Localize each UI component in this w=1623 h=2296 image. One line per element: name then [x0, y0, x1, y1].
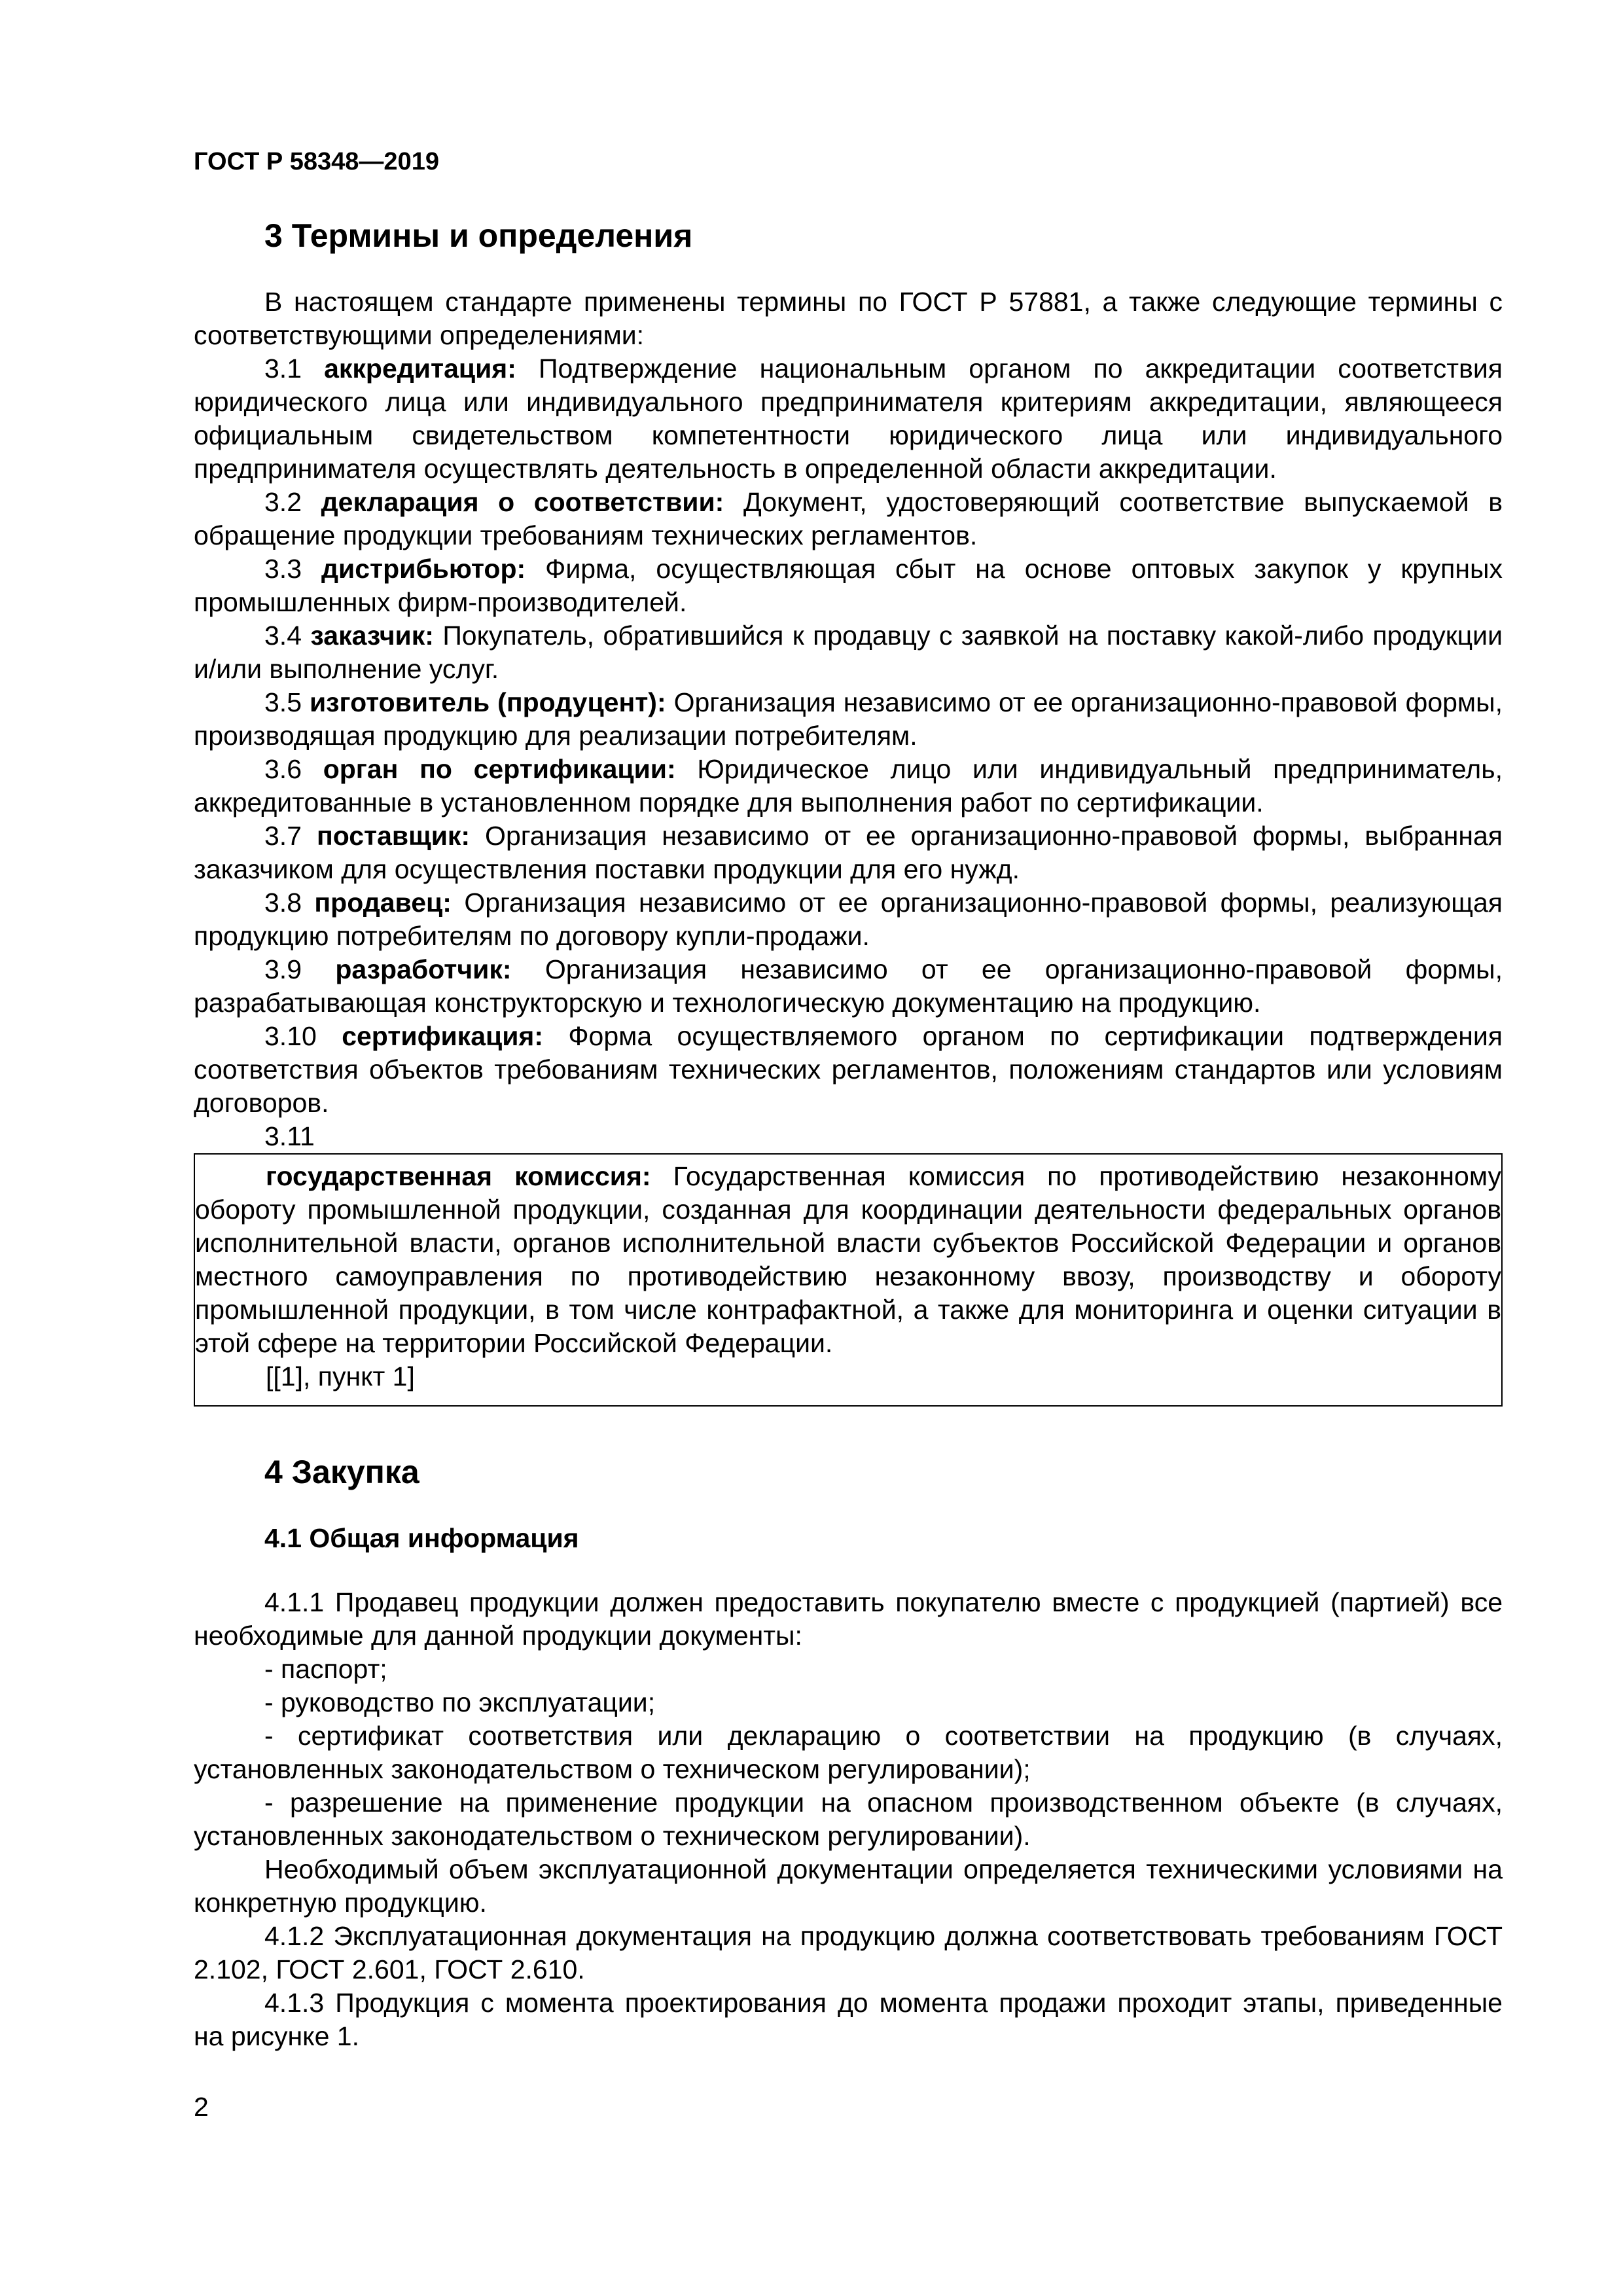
term-definition: Организация независимо от ее организационно-правовой формы, разрабатывающая конструкторскую и технологическую документацию на продукцию. — [194, 954, 1503, 1018]
term-number: 3.7 — [264, 821, 302, 851]
list-item-passport: - паспорт; — [264, 1654, 387, 1684]
term-name: разработчик: — [335, 954, 512, 984]
section-3-intro: В настоящем стандарте применены термины по ГОСТ Р 57881, а также следующие термины с соответствующими определениями: — [194, 287, 1503, 350]
term-3-11-source: [[1], пункт 1] — [266, 1361, 415, 1391]
term-3-11-number: 3.11 — [264, 1121, 315, 1151]
term-name: дистрибьютор: — [321, 554, 526, 584]
term-definition: Документ, удостоверяющий соответствие выпускаемой в обращение продукции требованиям технических регламентов. — [194, 487, 1503, 550]
term-definition: Покупатель, обратившийся к продавцу с заявкой на поставку какой-либо продукции и/или выполнение услуг. — [194, 620, 1503, 684]
paragraph-4-1-2: 4.1.2 Эксплуатационная документация на продукцию должна соответствовать требованиям ГОСТ 2.102, ГОСТ 2.601, ГОСТ 2.610. — [194, 1921, 1503, 1984]
document-code-header: ГОСТ Р 58348—2019 — [194, 148, 439, 175]
paragraph-doc-volume: Необходимый объем эксплуатационной документации определяется техническими условиями на конкретную продукцию. — [194, 1854, 1503, 1918]
list-item-manual: - руководство по эксплуатации; — [264, 1687, 656, 1717]
term-name: орган по сертификации: — [323, 754, 676, 784]
term-number: 3.2 — [264, 487, 302, 517]
term-3-2 — [194, 486, 1503, 552]
term-3-6 — [194, 753, 1503, 819]
term-definition: Государственная комиссия по противодействию незаконному обороту промышленной продукции, созданная для координации деятельности федеральных органов исполнительной власти, органов исполнительной власти субъектов Российской Федерации и органов местного самоуправления по противодействию незаконному ввозу, производству и обороту промышленной продукции, в том числе контрафактной, а также для мониторинга и оценки ситуации в этой сфере на территории Российской Федерации. — [195, 1161, 1501, 1358]
term-definition: Организация независимо от ее организационно-правовой формы, реализующая продукцию потребителям по договору купли-продажи. — [194, 888, 1503, 951]
term-3-4 — [194, 619, 1503, 686]
term-name: заказчик: — [310, 620, 434, 651]
term-name: декларация о соответствии: — [321, 487, 724, 517]
term-number: 3.4 — [264, 620, 302, 651]
term-3-8 — [194, 886, 1503, 953]
term-number: 3.6 — [264, 754, 302, 784]
term-definition: Организация независимо от ее организационно-правовой формы, выбранная заказчиком для осуществления поставки продукции для его нужд. — [194, 821, 1503, 884]
list-item-permit: - разрешение на применение продукции на опасном производственном объекте (в случаях, установленных законодательством о техническом регулировании). — [194, 1787, 1503, 1851]
term-3-1 — [194, 352, 1503, 486]
term-3-7 — [194, 819, 1503, 886]
term-definition: Фирма, осуществляющая сбыт на основе оптовых закупок у крупных промышленных фирм-производителей. — [194, 554, 1503, 617]
section-4-title: 4 Закупка — [264, 1454, 419, 1490]
term-3-9 — [194, 953, 1503, 1020]
term-definition: Юридическое лицо или индивидуальный предприниматель, аккредитованные в установленном порядке для выполнения работ по сертификации. — [194, 754, 1503, 817]
paragraph-4-1-3: 4.1.3 Продукция с момента проектирования до момента продажи проходит этапы, приведенные на рисунке 1. — [194, 1988, 1503, 2051]
term-3-5 — [194, 686, 1503, 753]
term-definition: Форма осуществляемого органом по сертификации подтверждения соответствия объектов требованиям технических регламентов, положениям стандартов или условиям договоров. — [194, 1021, 1503, 1118]
term-3-11-box — [194, 1153, 1503, 1407]
term-name: государственная комиссия: — [266, 1161, 651, 1191]
term-definition: Организация независимо от ее организационно-правовой формы, производящая продукцию для реализации потребителям. — [194, 687, 1503, 751]
term-name: сертификация: — [342, 1021, 543, 1051]
term-3-11-body — [195, 1160, 1501, 1360]
term-number: 3.1 — [264, 353, 302, 384]
document-body — [194, 216, 1503, 2053]
term-name: поставщик: — [316, 821, 471, 851]
term-number: 3.5 — [264, 687, 302, 717]
term-name: аккредитация: — [324, 353, 516, 384]
term-number: 3.10 — [264, 1021, 317, 1051]
paragraph-4-1-1: 4.1.1 Продавец продукции должен предоставить покупателю вместе с продукцией (партией) все необходимые для данной продукции документы: — [194, 1587, 1503, 1651]
term-number: 3.8 — [264, 888, 302, 918]
subsection-4-1-title: 4.1 Общая информация — [264, 1523, 579, 1553]
term-name: изготовитель (продуцент): — [309, 687, 666, 717]
term-3-3 — [194, 552, 1503, 619]
list-item-certificate: - сертификат соответствия или декларацию о соответствии на продукцию (в случаях, установленных законодательством о техническом регулировании); — [194, 1721, 1503, 1784]
term-number: 3.9 — [264, 954, 302, 984]
term-number: 3.3 — [264, 554, 302, 584]
term-name: продавец: — [314, 888, 452, 918]
page-number: 2 — [194, 2092, 209, 2122]
term-definition: Подтверждение национальным органом по аккредитации соответствия юридического лица или индивидуального предпринимателя критериям аккредитации, являющееся официальным свидетельством компетентности юридического лица или индивидуального предпринимателя осуществлять деятельность в определенной области аккредитации. — [194, 353, 1503, 484]
term-3-10 — [194, 1020, 1503, 1120]
section-3-title: 3 Термины и определения — [264, 217, 693, 254]
